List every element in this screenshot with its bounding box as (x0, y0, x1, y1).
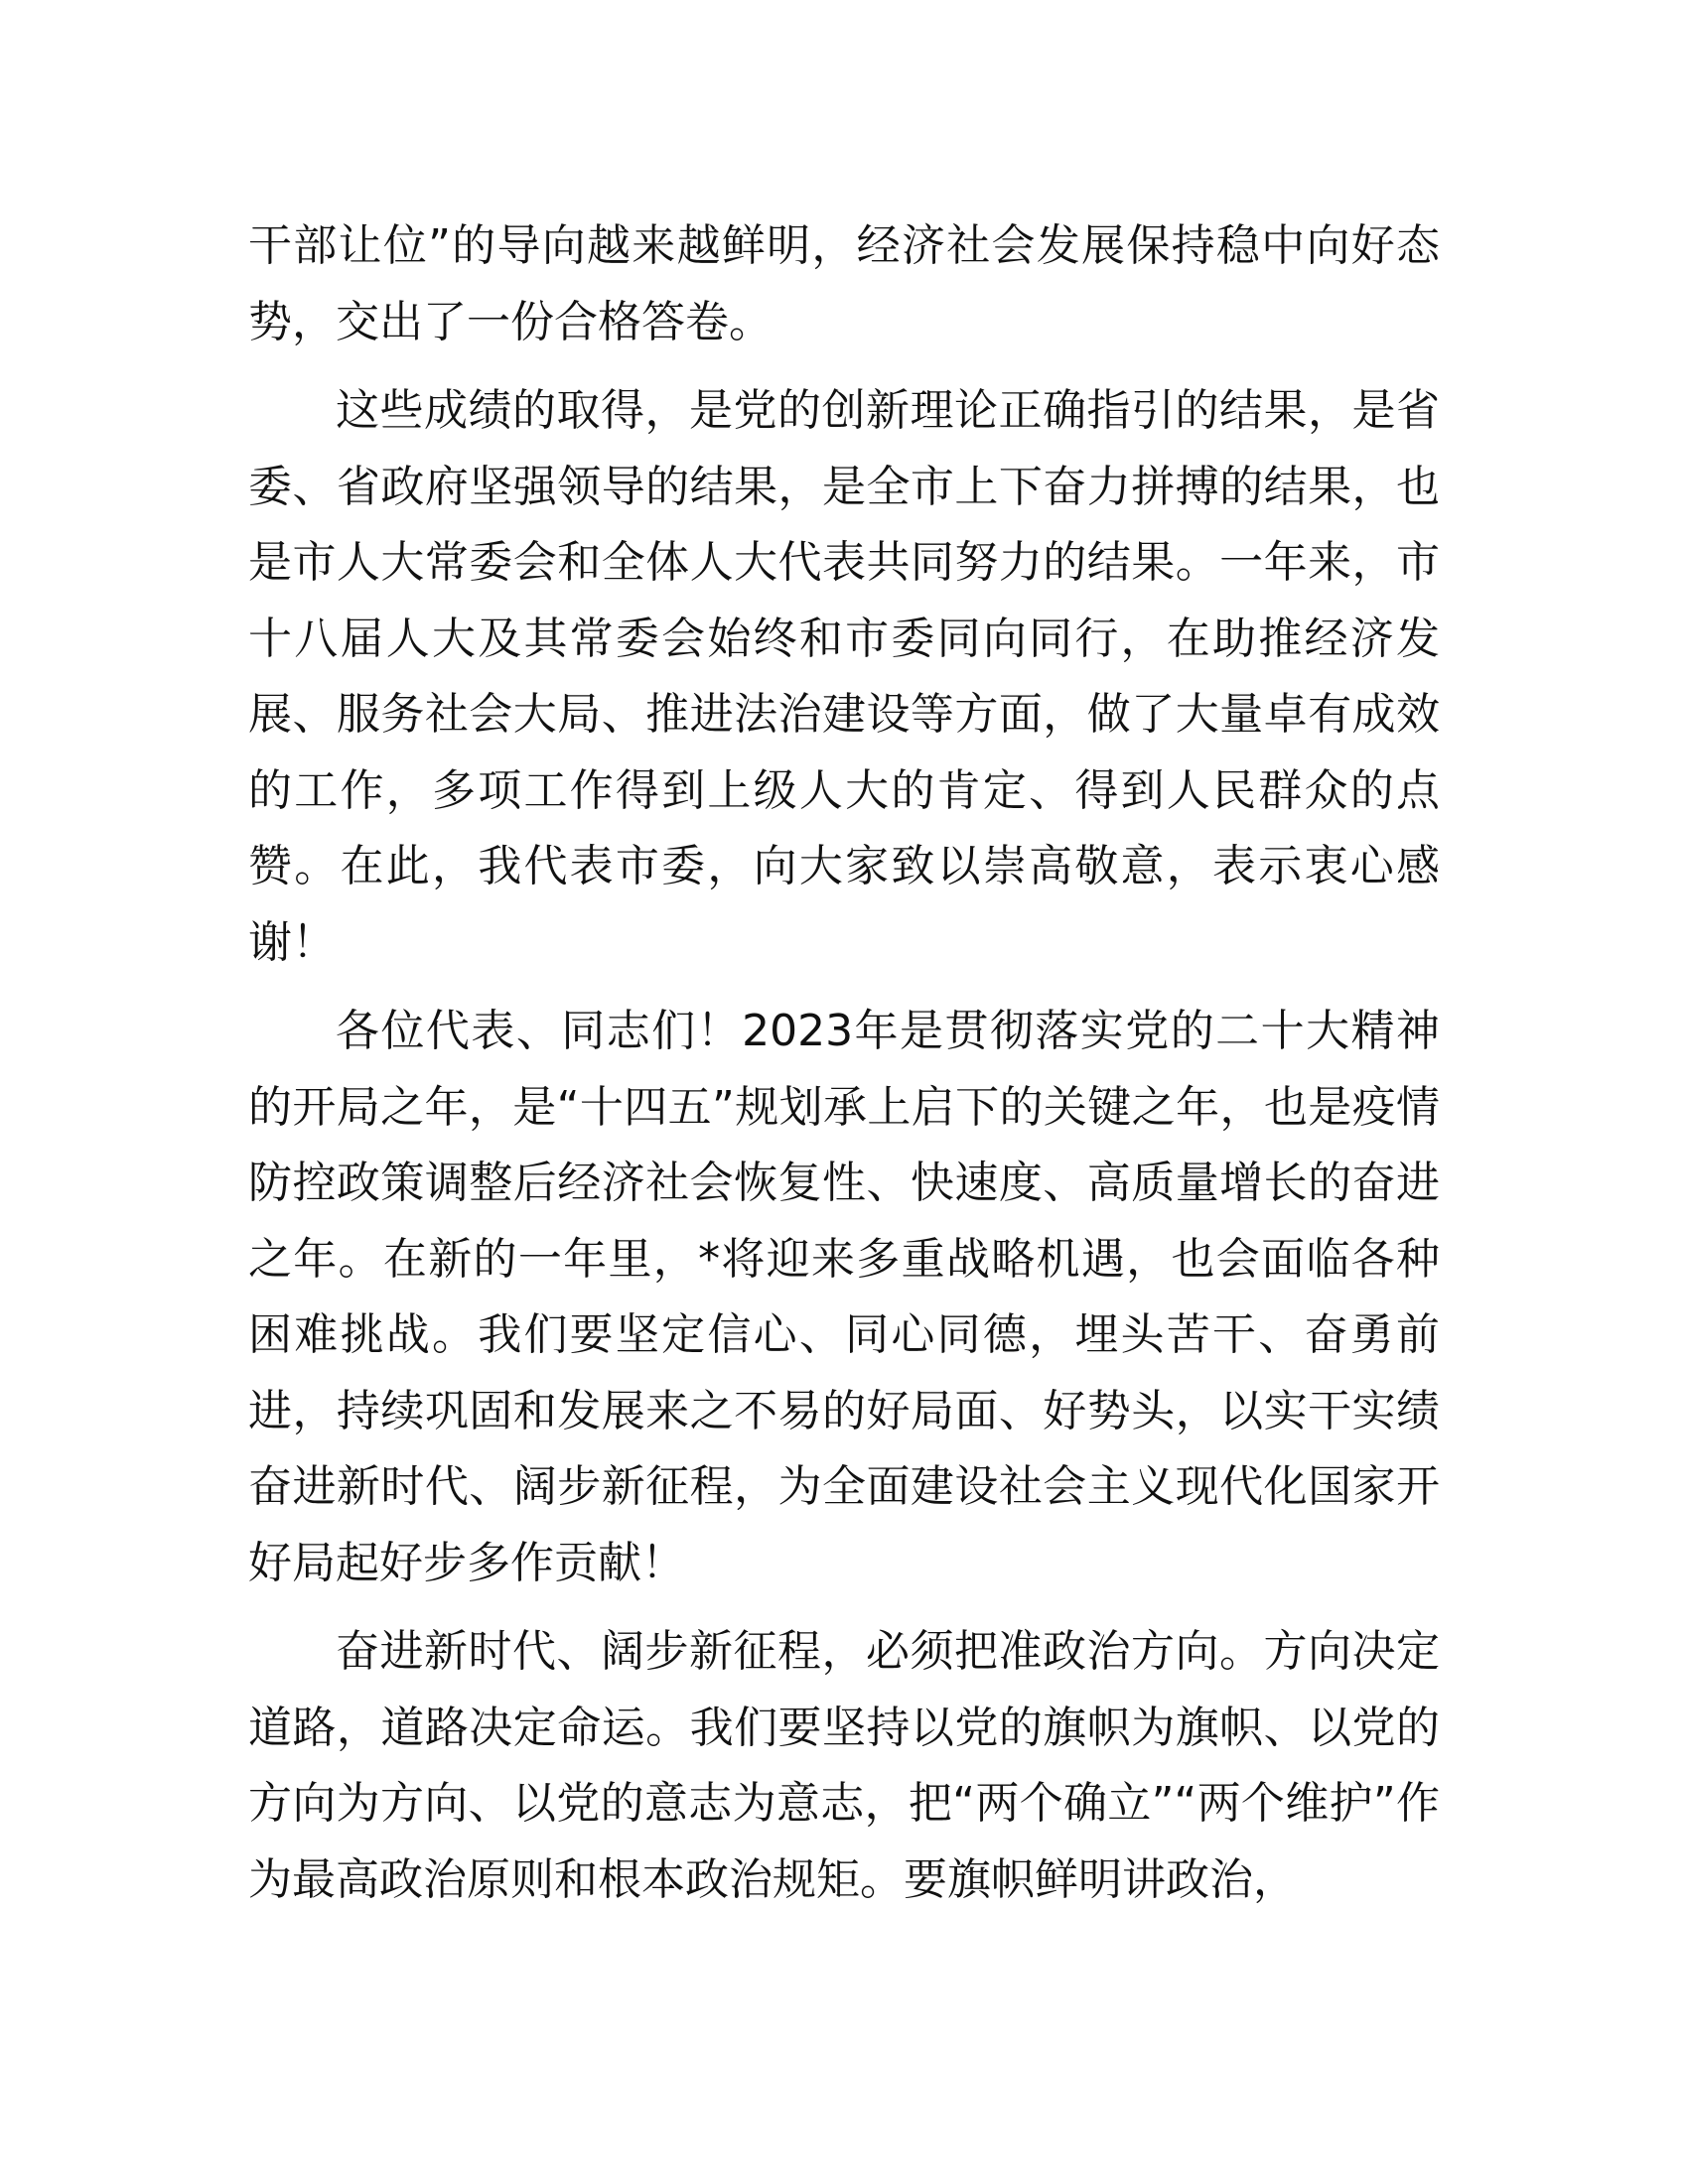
paragraph-2023-outlook: 各位代表、同志们！2023年是贯彻落实党的二十大精神的开局之年，是“十四五”规划承上启下的关键之年，也是疫情防控政策调整后经济社会恢复性、快速度、高质量增长的奋进之年。在新的一年里，*将迎来多重战略机遇，也会面临各种困难挑战。我们要坚定信心、同心同德，埋头苦干、奋勇前进，持续巩固和发展来之不易的好局面、好势头，以实干实绩奋进新时代、阔步新征程，为全面建设社会主义现代化国家开好局起好步多作贡献！ (248, 1006, 1440, 1588)
paragraph-achievements: 这些成绩的取得，是党的创新理论正确指引的结果，是省委、省政府坚强领导的结果，是全市上下奋力拼搏的结果，也是市人大常委会和全体人大代表共同努力的结果。一年来，市十八届人大及其常委会始终和市委同向同行，在助推经济发展、服务社会大局、推进法治建设等方面，做了大量卓有成效的工作，多项工作得到上级人大的肯定、得到人民群众的点赞。在此，我代表市委，向大家致以崇高敬意，表示衷心感谢！ (248, 385, 1440, 968)
paragraph-political-direction: 奋进新时代、阔步新征程，必须把准政治方向。方向决定道路，道路决定命运。我们要坚持以党的旗帜为旗帜、以党的方向为方向、以党的意志为意志，把“两个确立”“两个维护”作为最高政治原则和根本政治规矩。要旗帜鲜明讲政治， (248, 1626, 1440, 1905)
paragraph-continued: 干部让位”的导向越来越鲜明，经济社会发展保持稳中向好态势，交出了一份合格答卷。 (248, 220, 1440, 347)
body-text (248, 208, 1440, 1918)
